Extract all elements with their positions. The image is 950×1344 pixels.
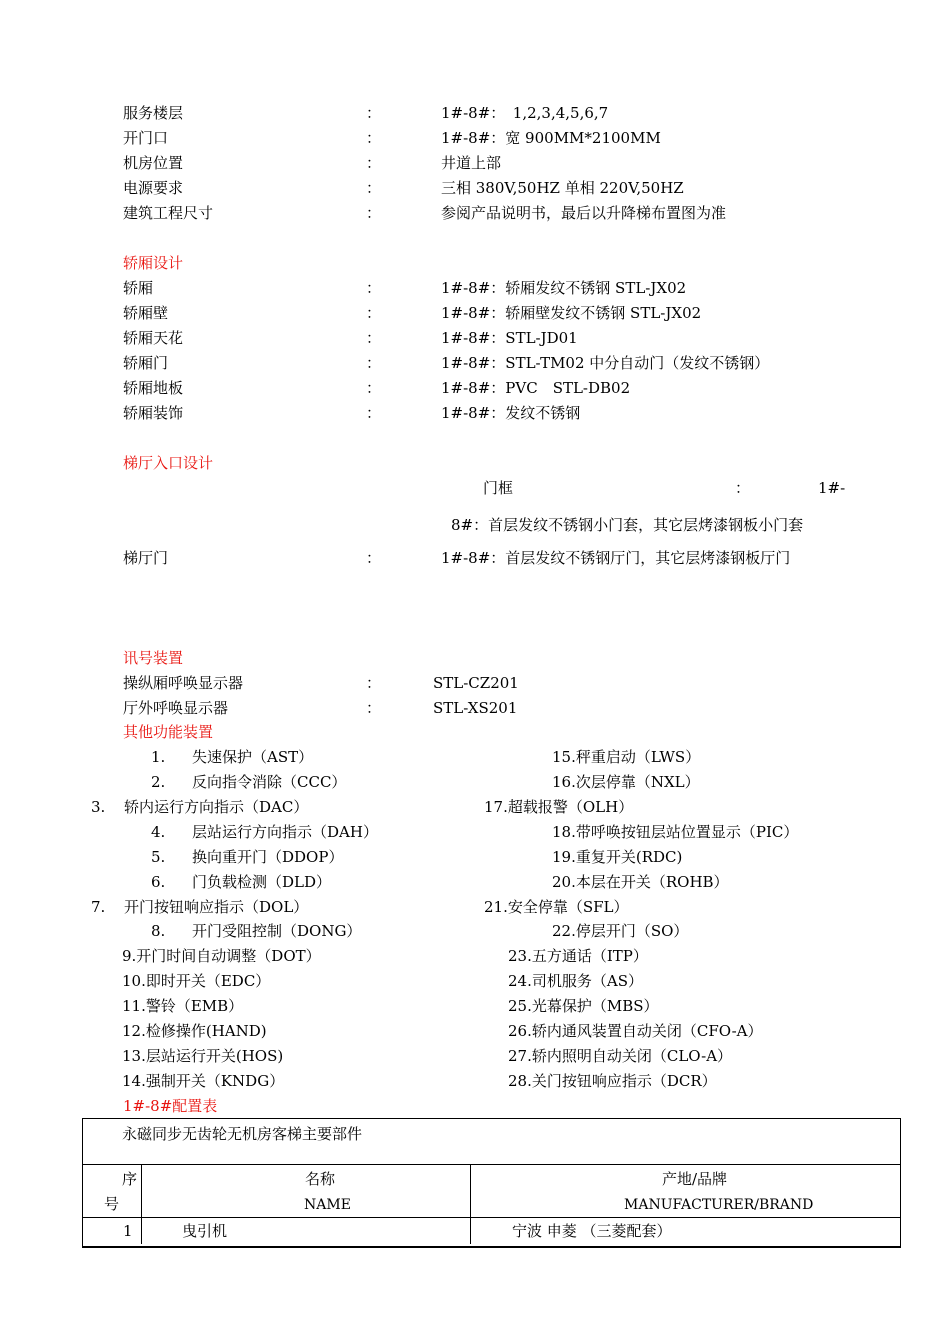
table-divider bbox=[141, 1164, 142, 1244]
service-floors-label: 服务楼层 bbox=[123, 104, 184, 122]
config-heading: 1#-8#配置表 bbox=[123, 1097, 218, 1115]
row-name: 曳引机 bbox=[182, 1222, 228, 1240]
function-item: 26.轿内通风装置自动关闭（CFO-A） bbox=[508, 1022, 763, 1040]
colon: ： bbox=[366, 179, 382, 197]
hall-design-heading: 梯厅入口设计 bbox=[123, 454, 214, 472]
function-item: 20.本层在开关（ROHB） bbox=[552, 873, 729, 891]
hall-door-value: 1#-8#：首层发纹不锈钢厅门，其它层烤漆钢板厅门 bbox=[441, 549, 791, 567]
car-wall-label: 轿厢壁 bbox=[123, 304, 169, 322]
functions-heading: 其他功能装置 bbox=[123, 723, 214, 741]
car-label: 轿厢 bbox=[123, 279, 154, 297]
door-opening-value: 1#-8#：宽 900MM*2100MM bbox=[441, 129, 661, 147]
function-item: 开门按钮响应指示（DOL） bbox=[124, 898, 309, 916]
function-item: 17.超载报警（OLH） bbox=[484, 798, 634, 816]
door-frame-value-cont: 8#：首层发纹不锈钢小门套，其它层烤漆钢板小门套 bbox=[451, 516, 804, 534]
col-no-header: 序 bbox=[122, 1170, 138, 1188]
machine-room-label: 机房位置 bbox=[123, 154, 184, 172]
colon: ： bbox=[366, 354, 382, 372]
function-item: 15.秤重启动（LWS） bbox=[552, 748, 701, 766]
colon: ： bbox=[366, 129, 382, 147]
table-divider bbox=[82, 1164, 900, 1165]
table-divider bbox=[470, 1164, 471, 1244]
function-item: 层站运行方向指示（DAH） bbox=[192, 823, 378, 841]
hall-door-label: 梯厅门 bbox=[123, 549, 169, 567]
function-item: 9.开门时间自动调整（DOT） bbox=[122, 947, 321, 965]
function-item: 18.带呼唤按钮层站位置显示（PIC） bbox=[552, 823, 799, 841]
car-ceiling-label: 轿厢天花 bbox=[123, 329, 184, 347]
building-size-label: 建筑工程尺寸 bbox=[123, 204, 214, 222]
car-wall-value: 1#-8#：轿厢壁发纹不锈钢 STL-JX02 bbox=[441, 304, 702, 322]
colon: ： bbox=[366, 404, 382, 422]
function-number: 3. bbox=[91, 798, 106, 816]
signal-heading: 讯号装置 bbox=[123, 649, 184, 667]
hall-call-display-label: 厅外呼唤显示器 bbox=[123, 699, 229, 717]
car-call-display-label: 操纵厢呼唤显示器 bbox=[123, 674, 244, 692]
colon: ： bbox=[366, 329, 382, 347]
colon: ： bbox=[366, 379, 382, 397]
car-design-heading: 轿厢设计 bbox=[123, 254, 184, 272]
function-number: 4. bbox=[151, 823, 166, 841]
colon: ： bbox=[366, 104, 382, 122]
function-number: 7. bbox=[91, 898, 106, 916]
function-item: 10.即时开关（EDC） bbox=[122, 972, 271, 990]
colon: ： bbox=[366, 204, 382, 222]
col-name-header: 名称 bbox=[305, 1170, 336, 1188]
function-item: 轿内运行方向指示（DAC） bbox=[124, 798, 309, 816]
function-number: 5. bbox=[151, 848, 166, 866]
function-item: 25.光幕保护（MBS） bbox=[508, 997, 659, 1015]
function-item: 12.检修操作(HAND) bbox=[122, 1022, 267, 1040]
door-frame-label: 门框 bbox=[483, 479, 514, 497]
function-item: 13.层站运行开关(HOS) bbox=[122, 1047, 284, 1065]
row-brand: 宁波 申菱 （三菱配套） bbox=[512, 1222, 672, 1240]
function-item: 19.重复开关(RDC) bbox=[552, 848, 683, 866]
car-floor-value: 1#-8#：PVC STL-DB02 bbox=[441, 379, 631, 397]
function-number: 8. bbox=[151, 922, 166, 940]
table-divider bbox=[82, 1217, 900, 1218]
function-item: 开门受阻控制（DONG） bbox=[192, 922, 362, 940]
colon: ： bbox=[366, 154, 382, 172]
colon: ： bbox=[735, 479, 751, 497]
col-no-header-cont: 号 bbox=[104, 1195, 120, 1213]
function-item: 14.强制开关（KNDG） bbox=[122, 1072, 285, 1090]
function-item: 11.警铃（EMB） bbox=[122, 997, 244, 1015]
service-floors-value: 1#-8#： 1,2,3,4,5,6,7 bbox=[441, 104, 609, 122]
machine-room-value: 井道上部 bbox=[441, 154, 502, 172]
col-brand-header: 产地/品牌 bbox=[662, 1170, 728, 1188]
building-size-value: 参阅产品说明书，最后以升降梯布置图为准 bbox=[441, 204, 727, 222]
function-number: 2. bbox=[151, 773, 166, 791]
col-brand-header-en: MANUFACTURER/BRAND bbox=[624, 1197, 814, 1213]
function-number: 1. bbox=[151, 748, 166, 766]
car-decoration-label: 轿厢装饰 bbox=[123, 404, 184, 422]
col-name-header-en: NAME bbox=[304, 1197, 351, 1213]
table-title: 永磁同步无齿轮无机房客梯主要部件 bbox=[122, 1125, 363, 1143]
door-opening-label: 开门口 bbox=[123, 129, 169, 147]
colon: ： bbox=[366, 549, 382, 567]
function-item: 23.五方通话（ITP） bbox=[508, 947, 648, 965]
car-ceiling-value: 1#-8#：STL-JD01 bbox=[441, 329, 578, 347]
colon: ： bbox=[366, 279, 382, 297]
car-floor-label: 轿厢地板 bbox=[123, 379, 184, 397]
function-item: 失速保护（AST） bbox=[192, 748, 314, 766]
car-door-value: 1#-8#：STL-TM02 中分自动门（发纹不锈钢） bbox=[441, 354, 770, 372]
function-item: 28.关门按钮响应指示（DCR） bbox=[508, 1072, 717, 1090]
car-decoration-value: 1#-8#：发纹不锈钢 bbox=[441, 404, 581, 422]
colon: ： bbox=[366, 699, 382, 717]
row-no: 1 bbox=[123, 1222, 133, 1240]
function-number: 6. bbox=[151, 873, 166, 891]
function-item: 22.停层开门（SO） bbox=[552, 922, 689, 940]
power-value: 三相 380V,50HZ 单相 220V,50HZ bbox=[441, 179, 684, 197]
car-call-display-value: STL-CZ201 bbox=[433, 674, 519, 692]
function-item: 27.轿内照明自动关闭（CLO-A） bbox=[508, 1047, 733, 1065]
function-item: 16.次层停靠（NXL） bbox=[552, 773, 700, 791]
function-item: 24.司机服务（AS） bbox=[508, 972, 643, 990]
function-item: 反向指令消除（CCC） bbox=[192, 773, 347, 791]
function-item: 换向重开门（DDOP） bbox=[192, 848, 344, 866]
car-door-label: 轿厢门 bbox=[123, 354, 169, 372]
power-label: 电源要求 bbox=[123, 179, 184, 197]
door-frame-value-start: 1#- bbox=[818, 479, 846, 497]
function-item: 门负载检测（DLD） bbox=[192, 873, 332, 891]
function-item: 21.安全停靠（SFL） bbox=[484, 898, 629, 916]
colon: ： bbox=[366, 304, 382, 322]
hall-call-display-value: STL-XS201 bbox=[433, 699, 518, 717]
colon: ： bbox=[366, 674, 382, 692]
car-value: 1#-8#：轿厢发纹不锈钢 STL-JX02 bbox=[441, 279, 687, 297]
